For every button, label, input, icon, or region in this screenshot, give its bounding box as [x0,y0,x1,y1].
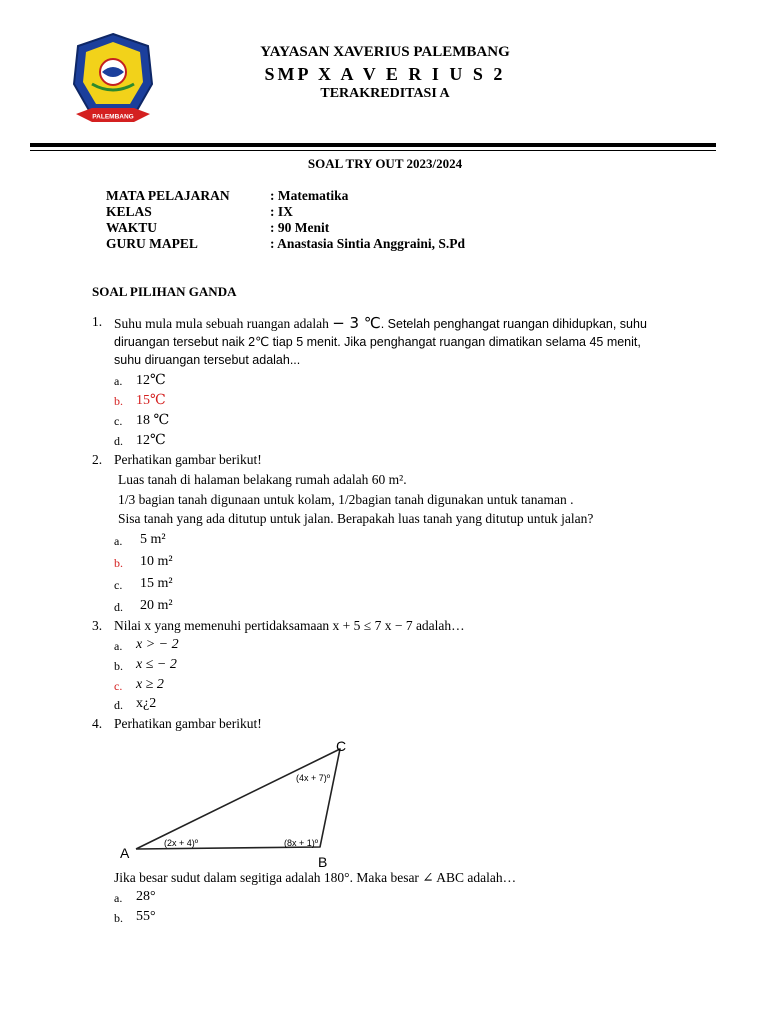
question-math: − 3 ℃ [332,314,381,332]
question-text-line [114,314,647,332]
question-text-line: diruangan tersebut naik 2℃ tiap 5 menit. Jika penghangat ruangan dimatikan selama 45 menit, [114,335,641,349]
option-text: 18 ℃ [136,413,170,428]
info-value-teacher: : Anastasia Sintia Anggraini, S.Pd [270,236,466,251]
question-1 [0,310,768,450]
option-text: 28° [136,889,156,904]
question-stem: Perhatikan gambar berikut! [114,716,262,731]
vertex-a-label: A [120,845,130,861]
section-title: SOAL PILIHAN GANDA [92,284,237,299]
question-number: 3. [92,618,103,633]
info-value-time: : 90 Menit [270,220,330,235]
school-name: SMP X A V E R I U S 2 [264,64,506,84]
foundation-name: YAYASAN XAVERIUS PALEMBANG [260,44,510,60]
vertex-b-label: B [318,854,328,867]
info-label-subject: MATA PELAJARAN [106,188,230,203]
option-label: a. [114,534,123,548]
option-text: 10 m² [140,554,173,569]
option-text: x ≥ 2 [136,677,164,692]
accreditation: TERAKREDITASI A [320,86,450,101]
triangle-shape [136,749,340,849]
option-text: 5 m² [140,532,166,547]
question-text-part: . Setelah penghangat ruangan dihidupkan, suhu [380,317,647,331]
info-label-teacher: GURU MAPEL [106,236,198,251]
option-label: d. [114,698,123,712]
option-label: a. [114,891,123,905]
question-number: 2. [92,452,103,467]
question-number: 4. [92,716,103,731]
option-label: d. [114,434,123,448]
info-value-class: : IX [270,204,293,219]
option-text: 12℃ [136,433,166,448]
option-label: b. [114,659,123,673]
exam-title: SOAL TRY OUT 2023/2024 [307,156,463,171]
option-label: a. [114,639,123,653]
option-label-answer: c. [114,679,123,693]
question-text-line: 1/3 bagian tanah digunaan untuk kolam, 1/2bagian tanah digunakan untuk tanaman . [118,492,574,507]
option-text: 12℃ [136,373,166,388]
option-label: c. [114,414,123,428]
option-label-answer: b. [114,394,123,408]
angle-a-label: (2x + 4)º [164,838,199,848]
option-label-answer: b. [114,556,123,570]
option-label: a. [114,374,123,388]
option-text-answer: 15℃ [136,393,166,408]
header-rule-thin [30,150,716,151]
question-4 [0,716,768,736]
triangle-figure [118,735,358,867]
info-label-class: KELAS [106,204,152,219]
question-4-continued [0,870,768,930]
header-rule-thick [30,143,716,147]
question-stem: Perhatikan gambar berikut! [114,452,262,467]
question-text-line: Jika besar sudut dalam segitiga adalah 180°. Maka besar ∠ ABC adalah… [114,870,517,885]
logo-ribbon-text: PALEMBANG [92,113,134,121]
question-text-line: Sisa tanah yang ada ditutup untuk jalan. Berapakah luas tanah yang ditutup untuk jalan? [118,511,594,526]
question-2 [0,450,768,618]
vertex-c-label: C [336,738,347,754]
info-label-time: WAKTU [106,220,158,235]
option-text: 55° [136,909,156,924]
question-number: 1. [92,314,103,329]
option-label: c. [114,578,123,592]
info-value-subject: : Matematika [270,188,349,203]
option-text: x ≤ − 2 [136,657,177,672]
angle-b-label: (8x + 1)º [284,838,319,848]
option-text: x > − 2 [136,637,179,652]
exam-info [0,188,768,258]
option-text: 15 m² [140,576,173,591]
question-text-line: Luas tanah di halaman belakang rumah adalah 60 m². [118,472,407,487]
question-text-line: suhu diruangan tersebut adalah... [114,353,301,367]
option-text: 20 m² [140,598,173,613]
question-stem: Nilai x yang memenuhi pertidaksamaan x + 5 ≤ 7 x − 7 adalah… [114,618,465,633]
option-text: x¿2 [136,696,157,711]
option-label: b. [114,911,123,925]
angle-c-label: (4x + 7)º [296,773,331,783]
school-logo [72,32,154,126]
question-text-part: Suhu mula mula sebuah ruangan adalah [114,316,333,331]
question-3 [0,618,768,716]
option-label: d. [114,600,123,614]
